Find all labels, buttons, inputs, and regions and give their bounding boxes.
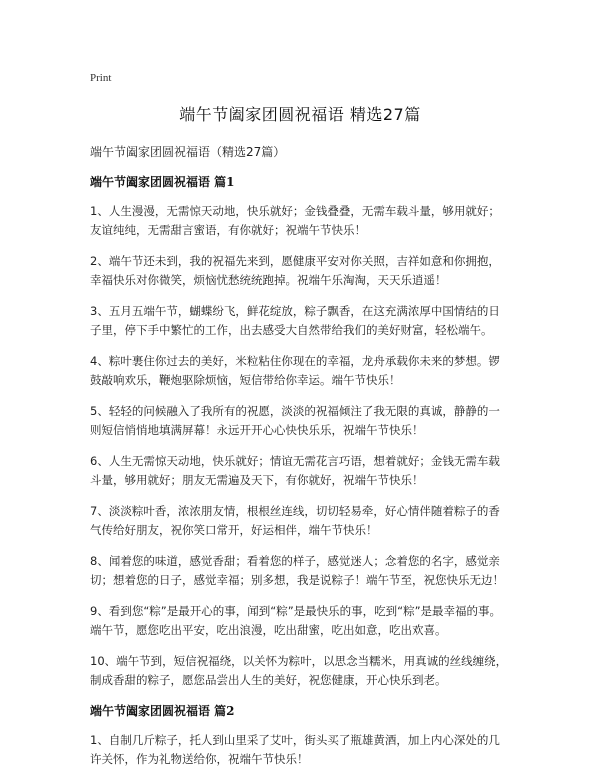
paragraph: 5、轻轻的问候融入了我所有的祝愿，淡淡的祝福倾注了我无限的真诚，静静的一则短信悄悄地填满屏幕！永远开开心心快快乐乐，祝端午节快乐！ <box>90 404 500 437</box>
paragraph: 4、粽叶裹住你过去的美好，米粒粘住你现在的幸福，龙舟承载你未来的梦想。锣鼓敲响欢乐，鞭炮驱除烦恼，短信带给你幸运。端午节快乐！ <box>90 354 500 387</box>
paragraph: 1、自制几斤粽子，托人到山里采了艾叶，街头买了瓶雄黄酒，加上内心深处的几许关怀，作为礼物送给你，祝端午节快乐！ <box>90 733 500 766</box>
document-subtitle: 端午节阖家团圆祝福语（精选27篇） <box>90 145 286 159</box>
section-heading-2: 端午节阖家团圆祝福语 篇2 <box>90 704 235 718</box>
paragraph: 6、人生无需惊天动地，快乐就好；情谊无需花言巧语，想着就好；金钱无需车载斗量，够用就好；朋友无需遍及天下，有你就好，祝端午节快乐！ <box>90 454 500 487</box>
paragraph: 2、端午节还未到，我的祝福先来到，愿健康平安对你关照，吉祥如意和你拥抱，幸福快乐对你微笑，烦恼忧愁统统跑掉。祝端午乐淘淘，天天乐逍遥！ <box>90 254 500 287</box>
paragraph: 3、五月五端午节，蝴蝶纷飞，鲜花绽放，粽子飘香，在这充满浓厚中国情结的日子里，停下手中繁忙的工作，出去感受大自然带给我们的美好财富，轻松端午。 <box>90 304 500 337</box>
paragraph: 8、闻着您的味道，感觉香甜；看着您的样子，感觉迷人；念着您的名字，感觉亲切；想着您的日子，感觉幸福；别多想，我是说粽子！端午节至，祝您快乐无边！ <box>90 554 504 587</box>
paragraph: 7、淡淡粽叶香，浓浓朋友情，根根丝连线，切切轻易牵，好心情伴随着粽子的香气传给好朋友，祝你笑口常开，好运相伴，端午节快乐！ <box>90 504 500 537</box>
paragraph: 1、人生漫漫，无需惊天动地，快乐就好；金钱叠叠，无需车载斗量，够用就好；友谊纯纯，无需甜言蜜语，有你就好；祝端午节快乐！ <box>90 204 500 237</box>
print-link[interactable]: Print <box>90 72 112 84</box>
section-heading-1: 端午节阖家团圆祝福语 篇1 <box>90 175 235 189</box>
paragraph: 10、端午节到，短信祝福绕，以关怀为粽叶，以思念当糯米，用真诚的丝线缠绕，制成香甜的粽子，愿您品尝出人生的美好，祝您健康，开心快乐到老。 <box>90 654 508 687</box>
document-title: 端午节阖家团圆祝福语 精选27篇 <box>179 105 421 124</box>
paragraph: 9、看到您“粽”是最开心的事，闻到“粽”是最快乐的事，吃到“粽”是最幸福的事。端午节，愿您吃出平安，吃出浪漫，吃出甜蜜，吃出如意，吃出欢喜。 <box>90 604 502 637</box>
